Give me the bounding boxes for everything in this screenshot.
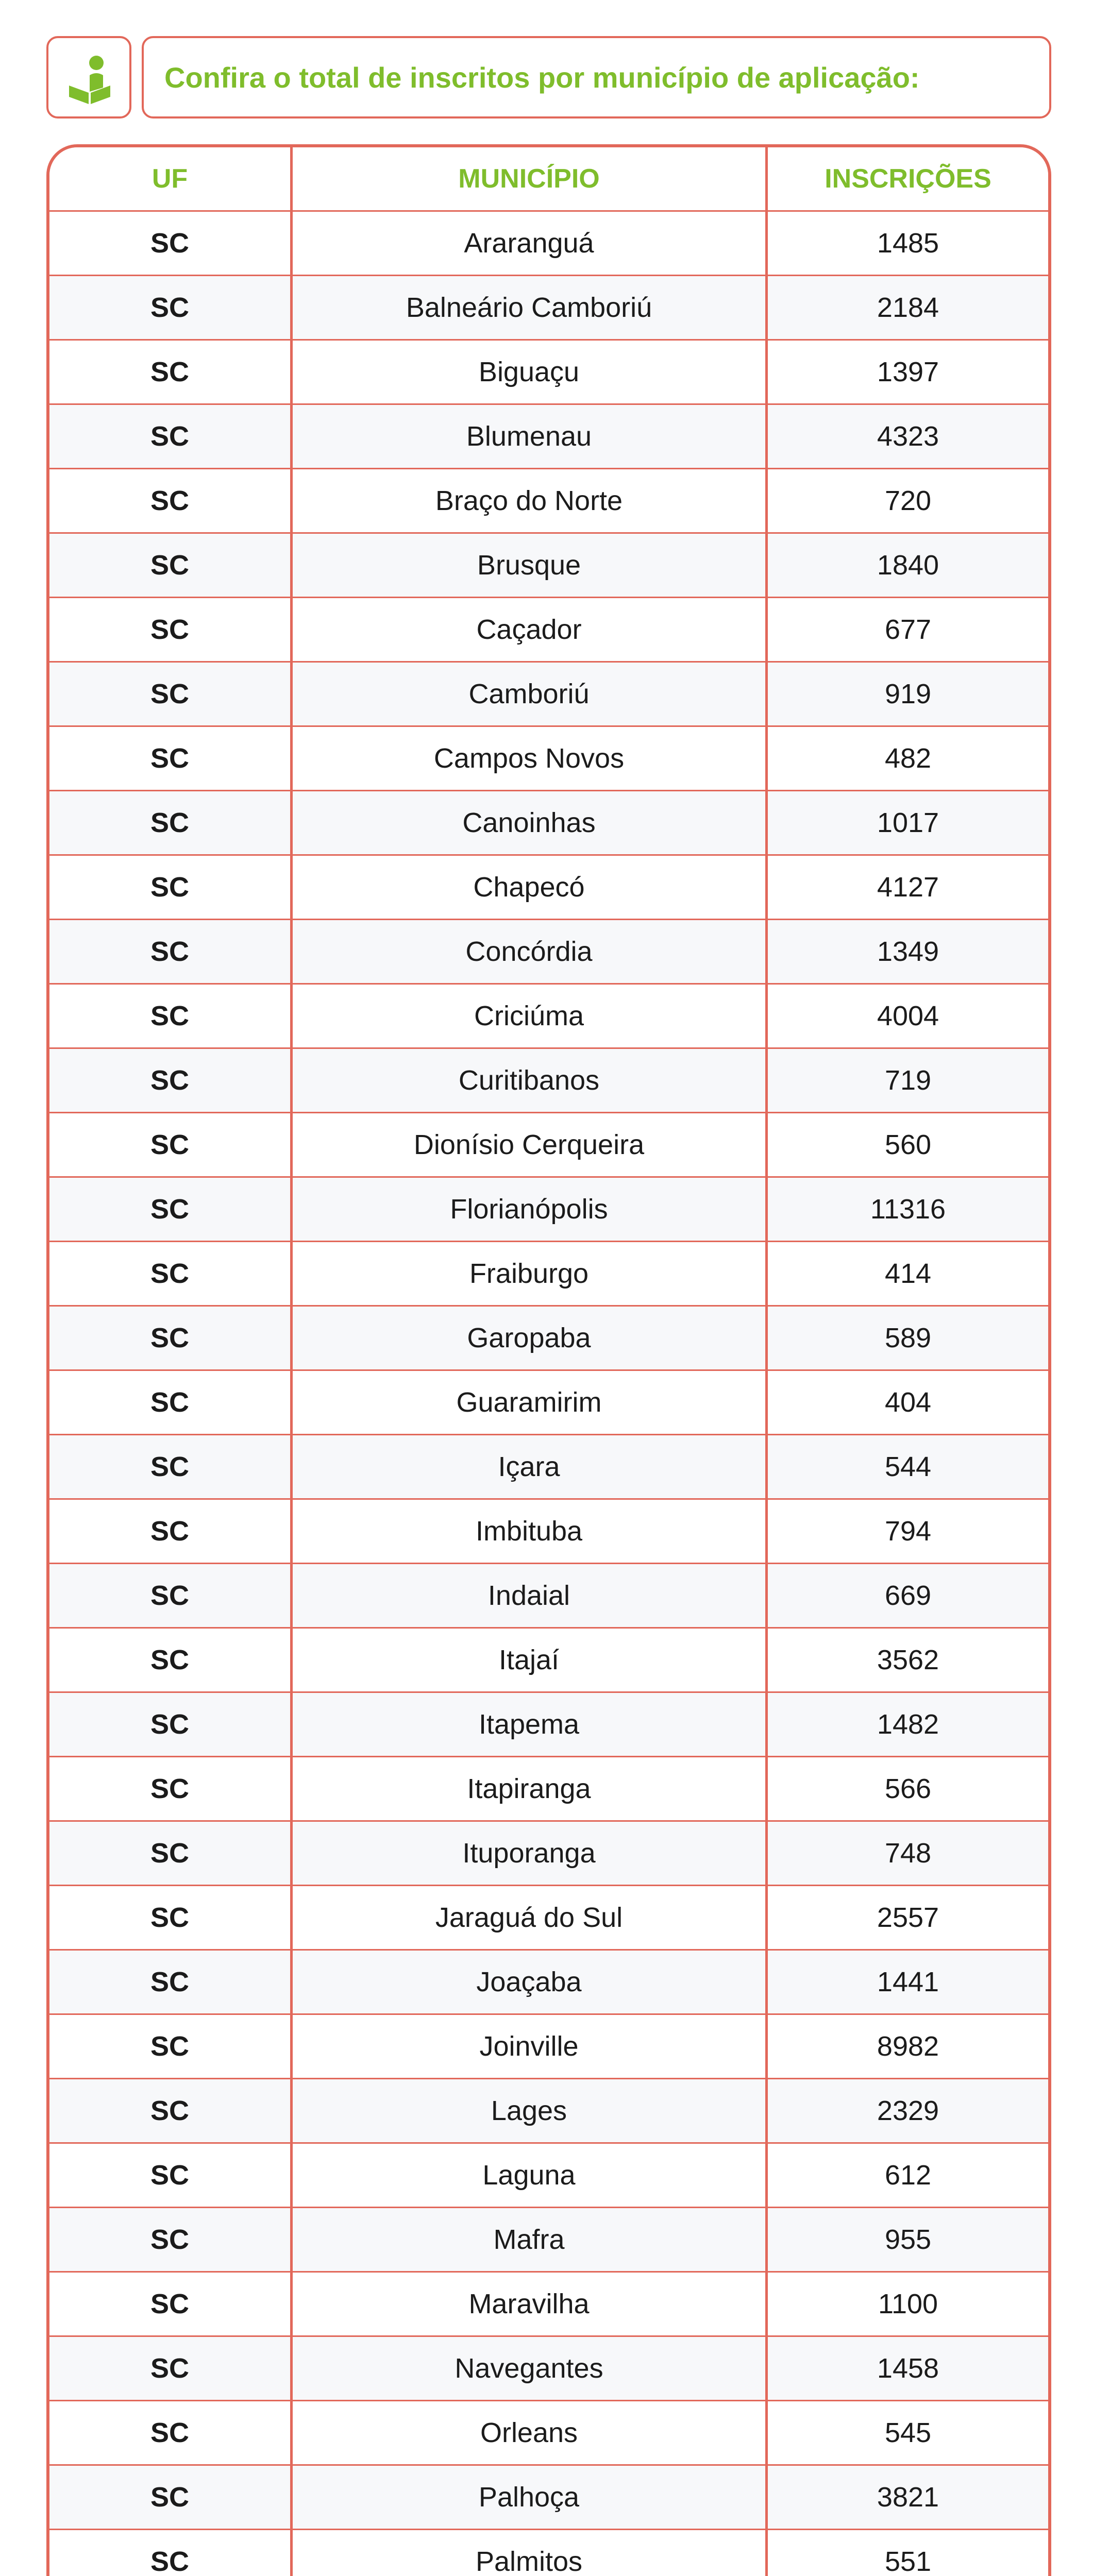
uf-cell: SC <box>49 2079 293 2142</box>
municipio-cell: Içara <box>293 1435 768 1498</box>
inscricoes-cell: 1482 <box>877 1709 939 1740</box>
inscricoes-cell: 566 <box>884 1773 932 1804</box>
uf-cell: SC <box>49 598 293 661</box>
uf-cell: SC <box>49 985 293 1047</box>
municipio-cell: Curitibanos <box>293 1049 768 1112</box>
table-row <box>49 1951 1048 2015</box>
inscricoes-cell: 720 <box>884 485 932 516</box>
table-row <box>49 1049 1048 1113</box>
inscricoes-cell: 612 <box>884 2160 932 2191</box>
municipio-cell: Biguaçu <box>293 341 768 403</box>
column-header-municipio: MUNICÍPIO <box>293 147 768 210</box>
table-row <box>49 1178 1048 1242</box>
municipio-cell: Lages <box>293 2079 768 2142</box>
inscricoes-cell: 1485 <box>877 228 939 259</box>
uf-cell: SC <box>49 1371 293 1434</box>
uf-cell: SC <box>49 1951 293 2013</box>
table-row <box>49 2273 1048 2337</box>
uf-cell: SC <box>49 2401 293 2464</box>
table-row <box>49 1629 1048 1693</box>
inscricoes-cell: 1840 <box>877 550 939 581</box>
uf-cell: SC <box>49 920 293 983</box>
municipio-cell: Joinville <box>293 2015 768 2078</box>
municipio-cell: Criciúma <box>293 985 768 1047</box>
table-row <box>49 1822 1048 1886</box>
inscricoes-cell: 544 <box>884 1451 932 1482</box>
uf-cell: SC <box>49 2015 293 2078</box>
inscricoes-cell: 794 <box>884 1516 932 1547</box>
municipio-cell: Ituporanga <box>293 1822 768 1885</box>
table-row <box>49 1564 1048 1629</box>
municipio-cell: Blumenau <box>293 405 768 468</box>
uf-cell: SC <box>49 663 293 725</box>
table-row <box>49 405 1048 469</box>
table-row <box>49 2337 1048 2401</box>
municipio-cell: Palhoça <box>293 2466 768 2529</box>
uf-cell: SC <box>49 1307 293 1369</box>
uf-cell: SC <box>49 1757 293 1820</box>
table-row <box>49 985 1048 1049</box>
table-row <box>49 2401 1048 2466</box>
table-row <box>49 920 1048 985</box>
table-row <box>49 534 1048 598</box>
municipio-cell: Dionísio Cerqueira <box>293 1113 768 1176</box>
table-row <box>49 1242 1048 1307</box>
inscricoes-cell: 677 <box>884 614 932 645</box>
table-row <box>49 1113 1048 1178</box>
municipio-cell: Orleans <box>293 2401 768 2464</box>
uf-cell: SC <box>49 1629 293 1691</box>
table-row <box>49 2015 1048 2079</box>
uf-cell: SC <box>49 1500 293 1563</box>
inscricoes-cell: 919 <box>884 679 932 709</box>
inscricoes-cell: 482 <box>884 743 932 774</box>
municipio-cell: Concórdia <box>293 920 768 983</box>
icon-box <box>46 36 131 118</box>
table-row <box>49 2079 1048 2144</box>
table-row <box>49 1307 1048 1371</box>
inscricoes-cell: 1017 <box>877 807 939 838</box>
inscricoes-cell: 1441 <box>877 1967 939 1997</box>
uf-cell: SC <box>49 2273 293 2335</box>
municipio-cell: Chapecó <box>293 856 768 919</box>
uf-cell: SC <box>49 2466 293 2529</box>
inscricoes-cell: 2184 <box>877 292 939 323</box>
table-body <box>49 147 1048 2576</box>
table-row <box>49 1693 1048 1757</box>
inscricoes-cell: 2557 <box>877 1902 939 1933</box>
inscricoes-cell: 1458 <box>877 2353 939 2384</box>
table-row <box>49 469 1048 534</box>
municipio-cell: Fraiburgo <box>293 1242 768 1305</box>
municipio-cell: Itapiranga <box>293 1757 768 1820</box>
uf-cell: SC <box>49 1435 293 1498</box>
municipio-cell: Palmitos <box>293 2530 768 2576</box>
inscricoes-cell: 3562 <box>877 1645 939 1675</box>
uf-cell: SC <box>49 1693 293 1756</box>
uf-cell: SC <box>49 791 293 854</box>
table-row <box>49 212 1048 276</box>
inscricoes-cell: 551 <box>884 2546 932 2576</box>
municipio-cell: Garopaba <box>293 1307 768 1369</box>
uf-cell: SC <box>49 1822 293 1885</box>
municipio-cell: Indaial <box>293 1564 768 1627</box>
municipio-cell: Araranguá <box>293 212 768 275</box>
table-row <box>49 1371 1048 1435</box>
column-header-uf: UF <box>49 147 293 210</box>
uf-cell: SC <box>49 276 293 339</box>
municipio-cell: Navegantes <box>293 2337 768 2400</box>
uf-cell: SC <box>49 2530 293 2576</box>
uf-cell: SC <box>49 1049 293 1112</box>
inscricoes-cell: 11316 <box>870 1194 946 1225</box>
person-reading-icon <box>64 54 115 105</box>
inscricoes-cell: 414 <box>884 1258 932 1289</box>
inscricoes-cell: 589 <box>884 1323 932 1353</box>
inscricoes-cell: 404 <box>884 1387 932 1418</box>
uf-cell: SC <box>49 1242 293 1305</box>
uf-cell: SC <box>49 2337 293 2400</box>
page-title: Confira o total de inscritos por município de aplicação: <box>142 36 1051 118</box>
header <box>46 36 1051 118</box>
municipio-cell: Campos Novos <box>293 727 768 790</box>
uf-cell: SC <box>49 2144 293 2207</box>
table-row <box>49 1886 1048 1951</box>
table-row <box>49 2144 1048 2208</box>
table-row <box>49 598 1048 663</box>
table-row <box>49 341 1048 405</box>
municipio-cell: Joaçaba <box>293 1951 768 2013</box>
municipio-cell: Laguna <box>293 2144 768 2207</box>
table-header-row <box>49 147 1048 212</box>
table-row <box>49 276 1048 341</box>
municipio-cell: Itapema <box>293 1693 768 1756</box>
uf-cell: SC <box>49 469 293 532</box>
table-row <box>49 663 1048 727</box>
inscricoes-cell: 719 <box>884 1065 932 1096</box>
uf-cell: SC <box>49 1178 293 1241</box>
municipio-cell: Brusque <box>293 534 768 597</box>
municipio-cell: Itajaí <box>293 1629 768 1691</box>
inscricoes-cell: 1397 <box>877 357 939 387</box>
municipio-cell: Mafra <box>293 2208 768 2271</box>
municipio-cell: Balneário Camboriú <box>293 276 768 339</box>
uf-cell: SC <box>49 1113 293 1176</box>
municipio-cell: Braço do Norte <box>293 469 768 532</box>
municipio-cell: Imbituba <box>293 1500 768 1563</box>
uf-cell: SC <box>49 856 293 919</box>
uf-cell: SC <box>49 1564 293 1627</box>
table-row <box>49 2208 1048 2273</box>
municipio-cell: Jaraguá do Sul <box>293 1886 768 1949</box>
inscricoes-cell: 748 <box>884 1838 932 1869</box>
inscricoes-cell: 669 <box>884 1580 932 1611</box>
inscricoes-cell: 8982 <box>877 2031 939 2062</box>
inscricoes-cell: 1100 <box>878 2289 938 2319</box>
inscricoes-cell: 955 <box>884 2224 932 2255</box>
inscricoes-cell: 1349 <box>877 936 939 967</box>
municipio-cell: Maravilha <box>293 2273 768 2335</box>
uf-cell: SC <box>49 341 293 403</box>
table-row <box>49 1435 1048 1500</box>
municipio-cell: Camboriú <box>293 663 768 725</box>
inscricoes-cell: 560 <box>884 1129 932 1160</box>
municipio-cell: Canoinhas <box>293 791 768 854</box>
municipio-cell: Guaramirim <box>293 1371 768 1434</box>
inscricoes-cell: 545 <box>884 2417 932 2448</box>
uf-cell: SC <box>49 1886 293 1949</box>
table-row <box>49 1757 1048 1822</box>
inscricoes-cell: 4323 <box>877 421 939 452</box>
inscricoes-cell: 2329 <box>877 2095 939 2126</box>
table-row <box>49 727 1048 791</box>
inscriptions-table <box>46 144 1051 2576</box>
uf-cell: SC <box>49 405 293 468</box>
inscricoes-cell: 3821 <box>877 2482 939 2513</box>
table-row <box>49 791 1048 856</box>
inscricoes-cell: 4004 <box>877 1001 939 1031</box>
table-row <box>49 2530 1048 2576</box>
municipio-cell: Florianópolis <box>293 1178 768 1241</box>
table-row <box>49 2466 1048 2530</box>
uf-cell: SC <box>49 212 293 275</box>
column-header-inscricoes: INSCRIÇÕES <box>825 164 991 194</box>
table-row <box>49 1500 1048 1564</box>
table-row <box>49 856 1048 920</box>
uf-cell: SC <box>49 2208 293 2271</box>
uf-cell: SC <box>49 534 293 597</box>
inscricoes-cell: 4127 <box>877 872 939 903</box>
municipio-cell: Caçador <box>293 598 768 661</box>
uf-cell: SC <box>49 727 293 790</box>
